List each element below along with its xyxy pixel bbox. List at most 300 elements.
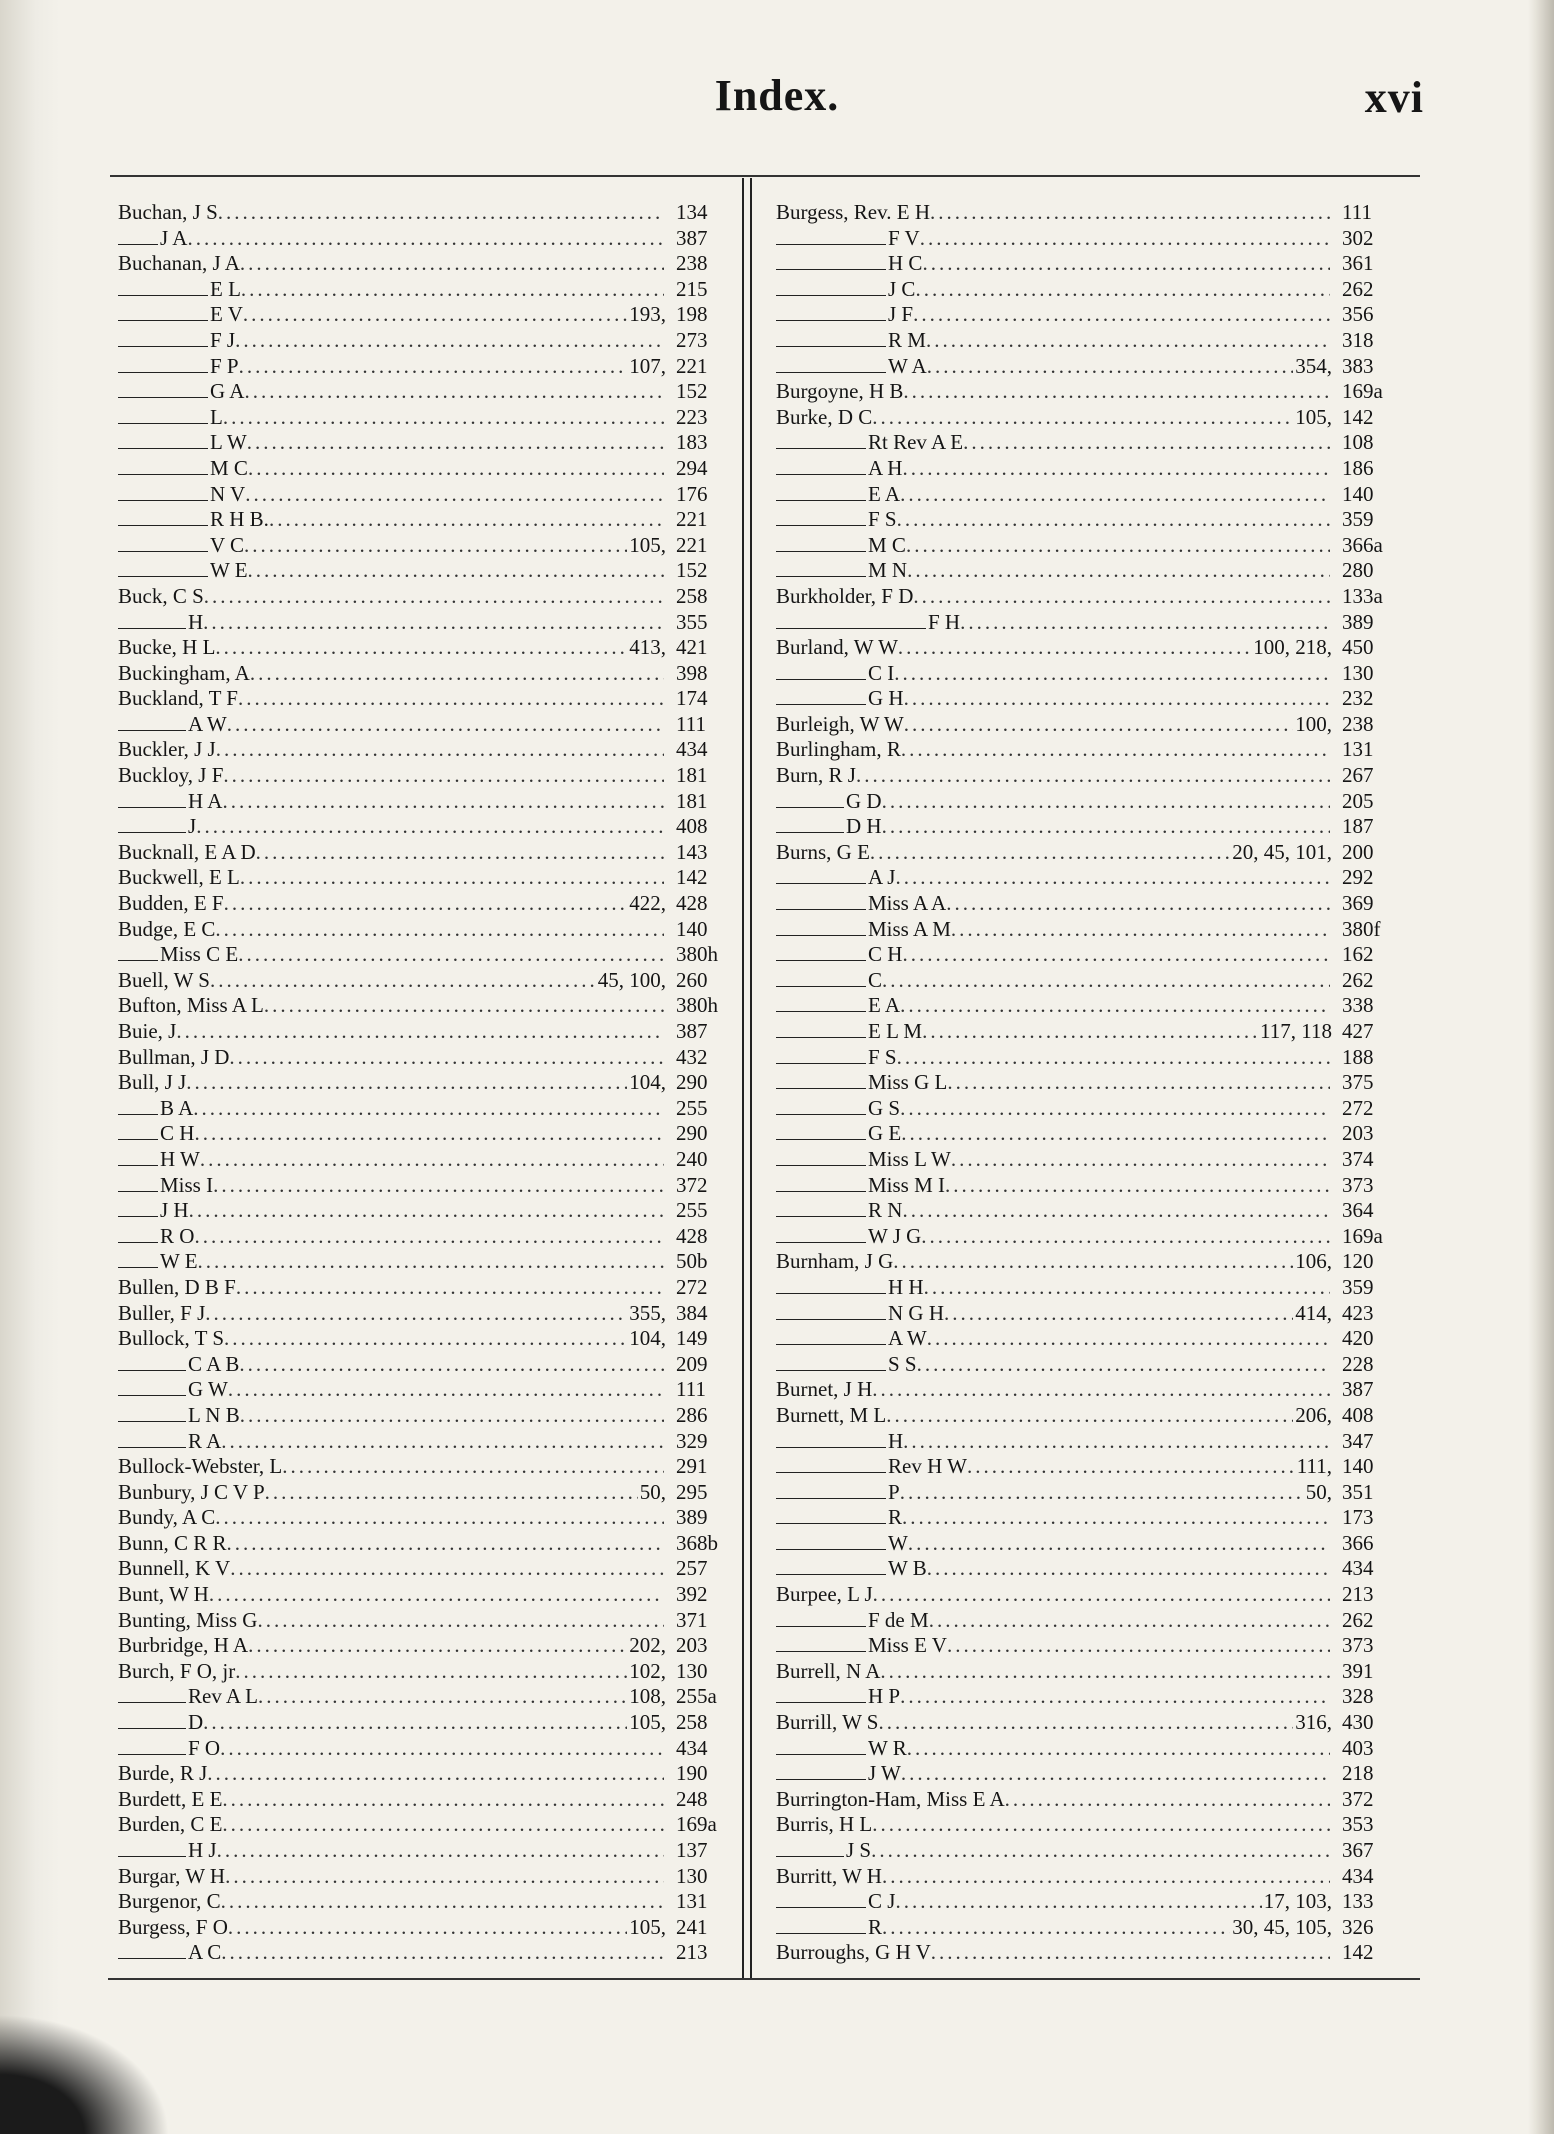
- entry-name: Miss G L: [868, 1070, 948, 1095]
- index-entry: [776, 251, 1406, 277]
- ditto-dash: [776, 461, 866, 475]
- dot-leader: [215, 1505, 664, 1531]
- dot-leader: [222, 1787, 664, 1813]
- entry-text: [776, 354, 1332, 380]
- ditto-dash: [776, 973, 866, 987]
- index-entry: [776, 1147, 1406, 1173]
- entry-page-number: 403: [1342, 1735, 1374, 1760]
- dot-leader: [221, 1889, 664, 1915]
- entry-name: L W: [210, 430, 247, 455]
- entry-page-refs: 50,: [639, 1479, 666, 1504]
- entry-name: G D: [846, 788, 882, 813]
- index-entry: [118, 891, 736, 917]
- index-entry: [776, 1864, 1406, 1890]
- entry-text: [776, 1710, 1332, 1736]
- dot-leader: [882, 968, 1330, 994]
- entry-name: C H: [160, 1121, 195, 1146]
- ditto-dash: [776, 1766, 866, 1780]
- entry-name: G W: [188, 1377, 228, 1402]
- index-entry: [776, 1403, 1406, 1429]
- dot-leader: [193, 1096, 664, 1122]
- index-entry: [118, 1326, 736, 1352]
- entry-name: Burnet, J H: [776, 1377, 873, 1402]
- ditto-dash: [776, 512, 866, 526]
- index-entry: [776, 712, 1406, 738]
- index-entry: [118, 1096, 736, 1122]
- dot-leader: [856, 763, 1330, 789]
- index-entry: [776, 1480, 1406, 1506]
- dot-leader: [895, 1889, 1261, 1915]
- ditto-dash: [776, 1280, 886, 1294]
- entry-page-number: 130: [1342, 660, 1374, 685]
- dot-leader: [902, 942, 1330, 968]
- entry-text: [118, 354, 666, 380]
- entry-text: [776, 1684, 1332, 1710]
- dot-leader: [902, 456, 1330, 482]
- ditto-dash: [118, 384, 208, 398]
- dot-leader: [967, 1454, 1295, 1480]
- entry-page-number: 142: [676, 865, 708, 890]
- index-entry: [776, 1121, 1406, 1147]
- index-entry: [776, 993, 1406, 1019]
- entry-name: Burgoyne, H B: [776, 379, 904, 404]
- entry-name: Burpee, L J: [776, 1582, 873, 1607]
- entry-page-number: 213: [1342, 1582, 1374, 1607]
- dot-leader: [243, 302, 627, 328]
- entry-name: J H: [160, 1198, 189, 1223]
- thumb-corner-shadow: [0, 2014, 170, 2134]
- ditto-dash: [776, 1306, 886, 1320]
- entry-text: [118, 558, 666, 584]
- entry-name: R N: [868, 1198, 903, 1223]
- entry-page-number: 280: [1342, 558, 1374, 583]
- page-title: Index.: [714, 71, 840, 120]
- entry-page-number: 295: [676, 1479, 708, 1504]
- index-entry: [118, 354, 736, 380]
- index-entry: [118, 1147, 736, 1173]
- entry-page-number: 140: [1342, 481, 1374, 506]
- dot-leader: [951, 1147, 1330, 1173]
- index-entry: [776, 1915, 1406, 1941]
- entry-name: L N B: [188, 1402, 240, 1427]
- entry-page-number: 428: [676, 891, 708, 916]
- index-entry: [776, 1582, 1406, 1608]
- dot-leader: [900, 1480, 1304, 1506]
- entry-text: [776, 737, 1332, 763]
- entry-text: [118, 942, 666, 968]
- dot-leader: [907, 558, 1330, 584]
- index-entry: [776, 763, 1406, 789]
- dot-leader: [930, 200, 1330, 226]
- dot-leader: [901, 737, 1330, 763]
- ditto-dash: [118, 1126, 158, 1140]
- entry-page-number: 176: [676, 481, 708, 506]
- dot-leader: [203, 610, 664, 636]
- dot-leader: [913, 302, 1330, 328]
- entry-text: [118, 533, 666, 559]
- index-entry: [776, 1684, 1406, 1710]
- entry-text: [118, 1454, 666, 1480]
- ditto-dash: [118, 538, 208, 552]
- entry-text: [776, 1377, 1332, 1403]
- ditto-dash: [776, 691, 866, 705]
- entry-page-number: 383: [1342, 353, 1374, 378]
- entry-text: [118, 917, 666, 943]
- ditto-dash: [118, 1178, 158, 1192]
- dot-leader: [927, 1326, 1330, 1352]
- entry-text: [776, 1761, 1332, 1787]
- entry-page-number: 238: [1342, 711, 1374, 736]
- index-entry: [118, 405, 736, 431]
- dot-leader: [241, 277, 664, 303]
- entry-text: [118, 1787, 666, 1813]
- dot-leader: [244, 379, 664, 405]
- index-entry: [118, 456, 736, 482]
- dot-leader: [240, 1403, 664, 1429]
- index-entry: [118, 840, 736, 866]
- index-entry: [776, 1377, 1406, 1403]
- entry-name: Bunt, W H: [118, 1582, 209, 1607]
- entry-text: [118, 1019, 666, 1045]
- entry-page-number: 152: [676, 379, 708, 404]
- entry-name: D H: [846, 814, 882, 839]
- index-entry: [776, 968, 1406, 994]
- dot-leader: [926, 328, 1330, 354]
- dot-leader: [900, 482, 1330, 508]
- entry-text: [776, 1045, 1332, 1071]
- entry-text: [776, 1838, 1332, 1864]
- entry-page-refs: 45, 100,: [597, 967, 666, 992]
- index-entry: [118, 1915, 736, 1941]
- ditto-dash: [776, 1843, 844, 1857]
- entry-page-number: 203: [1342, 1121, 1374, 1146]
- entry-text: [776, 1454, 1332, 1480]
- entry-text: [776, 1019, 1332, 1045]
- entry-name: Burns, G E: [776, 839, 870, 864]
- entry-text: [118, 1224, 666, 1250]
- dot-leader: [217, 1838, 664, 1864]
- entry-text: [118, 584, 666, 610]
- index-entry: [776, 840, 1406, 866]
- index-entry: [776, 277, 1406, 303]
- index-entry: [118, 328, 736, 354]
- dot-leader: [222, 789, 664, 815]
- entry-page-number: 292: [1342, 865, 1374, 890]
- entry-page-number: 273: [676, 327, 708, 352]
- entry-page-number: 420: [1342, 1326, 1374, 1351]
- entry-text: [118, 302, 666, 328]
- entry-page-refs: 108,: [629, 1684, 666, 1709]
- index-entry: [118, 1019, 736, 1045]
- index-entry: [776, 1710, 1406, 1736]
- entry-text: [776, 891, 1332, 917]
- ditto-dash: [776, 1203, 866, 1217]
- entry-name: M C: [868, 532, 906, 557]
- entry-page-number: 434: [1342, 1863, 1374, 1888]
- entry-page-number: 241: [676, 1914, 708, 1939]
- dot-leader: [872, 405, 1293, 431]
- index-entry: [118, 1198, 736, 1224]
- entry-name: P: [888, 1479, 900, 1504]
- entry-page-number: 130: [676, 1863, 708, 1888]
- index-entry: [118, 584, 736, 610]
- ditto-dash: [776, 1613, 866, 1627]
- ditto-dash: [118, 1689, 186, 1703]
- entry-name: W J G: [868, 1223, 922, 1248]
- entry-page-number: 356: [1342, 302, 1374, 327]
- entry-page-number: 238: [676, 251, 708, 276]
- dot-leader: [213, 1173, 664, 1199]
- entry-text: [118, 814, 666, 840]
- entry-text: [118, 1915, 666, 1941]
- entry-name: N G H: [888, 1300, 944, 1325]
- entry-page-number: 380h: [676, 942, 718, 967]
- entry-text: [776, 558, 1332, 584]
- entry-name: Buckloy, J F: [118, 763, 224, 788]
- index-entry: [118, 1889, 736, 1915]
- entry-text: [776, 1659, 1332, 1685]
- entry-text: [776, 277, 1332, 303]
- index-entry: [776, 226, 1406, 252]
- entry-text: [776, 1915, 1332, 1941]
- dot-leader: [238, 686, 664, 712]
- entry-name: Buckwell, E L: [118, 865, 240, 890]
- dot-leader: [221, 1429, 664, 1455]
- entry-text: [118, 763, 666, 789]
- entry-name: H A: [188, 788, 223, 813]
- entry-name: A C: [188, 1940, 222, 1965]
- dot-leader: [264, 993, 664, 1019]
- entry-name: F J: [210, 327, 236, 352]
- ditto-dash: [776, 1178, 866, 1192]
- entry-text: [776, 507, 1332, 533]
- index-entry: [118, 1403, 736, 1429]
- entry-page-number: 205: [1342, 788, 1374, 813]
- entry-page-refs: 104,: [629, 1326, 666, 1351]
- index-entry: [776, 1787, 1406, 1813]
- ditto-dash: [118, 1229, 158, 1243]
- entry-page-number: 291: [676, 1454, 708, 1479]
- entry-name: R A: [188, 1428, 222, 1453]
- entry-name: S S: [888, 1351, 917, 1376]
- index-entry: [118, 942, 736, 968]
- entry-text: [776, 1147, 1332, 1173]
- entry-name: Budden, E F: [118, 891, 224, 916]
- entry-page-number: 149: [676, 1326, 708, 1351]
- entry-page-number: 131: [1342, 737, 1374, 762]
- entry-text: [118, 610, 666, 636]
- dot-leader: [908, 1531, 1330, 1557]
- entry-page-refs: 17, 103,: [1263, 1889, 1332, 1914]
- index-entry: [776, 1096, 1406, 1122]
- entry-name: Miss M I: [868, 1172, 946, 1197]
- entry-page-number: 369: [1342, 891, 1374, 916]
- dot-leader: [228, 1377, 664, 1403]
- index-entry: [118, 789, 736, 815]
- dot-leader: [917, 1352, 1330, 1378]
- entry-text: [776, 1326, 1332, 1352]
- entry-page-refs: 102,: [629, 1658, 666, 1683]
- ditto-dash: [776, 896, 866, 910]
- dot-leader: [882, 789, 1330, 815]
- entry-text: [118, 1633, 666, 1659]
- entry-name: Burgar, W H: [118, 1863, 226, 1888]
- entry-text: [776, 405, 1332, 431]
- entry-name: E V: [210, 302, 243, 327]
- dot-leader: [218, 200, 664, 226]
- entry-page-number: 423: [1342, 1300, 1374, 1325]
- entry-name: J C: [888, 276, 916, 301]
- entry-page-number: 364: [1342, 1198, 1374, 1223]
- entry-page-number: 152: [676, 558, 708, 583]
- entry-text: [118, 1045, 666, 1071]
- entry-page-number: 134: [676, 200, 708, 224]
- entry-page-number: 108: [1342, 430, 1374, 455]
- entry-name: Buck, C S: [118, 583, 204, 608]
- entry-text: [118, 865, 666, 891]
- dot-leader: [189, 1198, 664, 1224]
- entry-name: R M: [888, 327, 926, 352]
- entry-text: [776, 968, 1332, 994]
- entry-name: N V: [210, 481, 246, 506]
- entry-text: [776, 814, 1332, 840]
- entry-name: M N: [868, 558, 908, 583]
- ditto-dash: [118, 1715, 186, 1729]
- entry-text: [776, 1352, 1332, 1378]
- entry-page-number: 373: [1342, 1172, 1374, 1197]
- entry-name: Burgess, Rev. E H: [776, 200, 930, 224]
- index-entry: [776, 1531, 1406, 1557]
- index-entry: [118, 1940, 736, 1966]
- entry-page-number: 187: [1342, 814, 1374, 839]
- ditto-dash: [118, 231, 158, 245]
- entry-page-number: 200: [1342, 839, 1374, 864]
- ditto-dash: [776, 1434, 886, 1448]
- entry-page-refs: 50,: [1305, 1479, 1332, 1504]
- entry-text: [776, 661, 1332, 687]
- ditto-dash: [118, 461, 208, 475]
- index-entry: [776, 482, 1406, 508]
- index-entry: [776, 1301, 1406, 1327]
- entry-name: G E: [868, 1121, 902, 1146]
- entry-name: B A: [160, 1095, 194, 1120]
- entry-page-number: 198: [676, 302, 708, 327]
- ditto-dash: [776, 282, 886, 296]
- entry-text: [118, 737, 666, 763]
- ditto-dash: [118, 307, 208, 321]
- dot-leader: [250, 661, 664, 687]
- dot-leader: [256, 840, 664, 866]
- dot-leader: [282, 1454, 664, 1480]
- entry-page-number: 50b: [676, 1249, 708, 1274]
- entry-name: Burland, W W: [776, 635, 898, 660]
- index-entry: [118, 1454, 736, 1480]
- entry-page-number: 143: [676, 839, 708, 864]
- entry-page-number: 173: [1342, 1505, 1374, 1530]
- entry-name: H W: [160, 1146, 200, 1171]
- index-entry: [776, 1326, 1406, 1352]
- entry-name: G H: [868, 686, 904, 711]
- entry-text: [118, 1147, 666, 1173]
- dot-leader: [963, 430, 1330, 456]
- entry-text: [776, 430, 1332, 456]
- entry-text: [118, 1710, 666, 1736]
- entry-name: Buckingham, A: [118, 660, 250, 685]
- entry-text: [776, 1070, 1332, 1096]
- entry-text: [776, 610, 1332, 636]
- dot-leader: [947, 1070, 1330, 1096]
- index-entry: [118, 1045, 736, 1071]
- dot-leader: [873, 1582, 1330, 1608]
- entry-text: [118, 993, 666, 1019]
- dot-leader: [223, 763, 664, 789]
- dot-leader: [222, 1812, 664, 1838]
- index-entry: [118, 1582, 736, 1608]
- ditto-dash: [776, 435, 866, 449]
- entry-page-number: 186: [1342, 455, 1374, 480]
- column-divider: [742, 178, 752, 1978]
- entry-text: [776, 200, 1332, 226]
- entry-text: [776, 456, 1332, 482]
- ditto-dash: [776, 1357, 886, 1371]
- entry-page-number: 387: [676, 225, 708, 250]
- entry-text: [118, 507, 666, 533]
- dot-leader: [960, 610, 1330, 636]
- dot-leader: [929, 1608, 1330, 1634]
- index-entry: [118, 507, 736, 533]
- entry-page-number: 359: [1342, 1274, 1374, 1299]
- index-entry: [118, 1070, 736, 1096]
- ditto-dash: [118, 333, 208, 347]
- entry-text: [118, 789, 666, 815]
- ditto-dash: [776, 1229, 866, 1243]
- dot-leader: [239, 1352, 664, 1378]
- ditto-dash: [118, 1152, 158, 1166]
- entry-name: M C: [210, 455, 248, 480]
- entry-text: [118, 1070, 666, 1096]
- dot-leader: [903, 1429, 1330, 1455]
- dot-leader: [921, 1224, 1330, 1250]
- entry-name: Bull, J J: [118, 1070, 187, 1095]
- entry-name: Burris, H L: [776, 1812, 873, 1837]
- entry-page-refs: 422,: [629, 891, 666, 916]
- entry-text: [118, 1940, 666, 1966]
- index-entry: [776, 430, 1406, 456]
- entry-text: [118, 1096, 666, 1122]
- index-entry: [118, 1224, 736, 1250]
- entry-name: Burrington-Ham, Miss E A: [776, 1786, 1005, 1811]
- index-entry: [118, 1556, 736, 1582]
- entry-page-number: 450: [1342, 635, 1374, 660]
- dot-leader: [886, 1403, 1293, 1429]
- dot-leader: [900, 1684, 1330, 1710]
- entry-name: C A B: [188, 1351, 240, 1376]
- index-entry: [776, 814, 1406, 840]
- entry-page-number: 223: [676, 404, 708, 429]
- dot-leader: [194, 1224, 664, 1250]
- index-column-left: [118, 200, 736, 1966]
- entry-page-number: 213: [676, 1940, 708, 1965]
- index-entry: [118, 1633, 736, 1659]
- ditto-dash: [776, 1024, 866, 1038]
- ditto-dash: [118, 1434, 186, 1448]
- entry-page-number: 162: [1342, 942, 1374, 967]
- entry-page-number: 338: [1342, 993, 1374, 1018]
- entry-name: D: [188, 1710, 204, 1735]
- index-entry: [118, 1761, 736, 1787]
- entry-name: Burlingham, R: [776, 737, 901, 762]
- entry-page-refs: 104,: [629, 1070, 666, 1095]
